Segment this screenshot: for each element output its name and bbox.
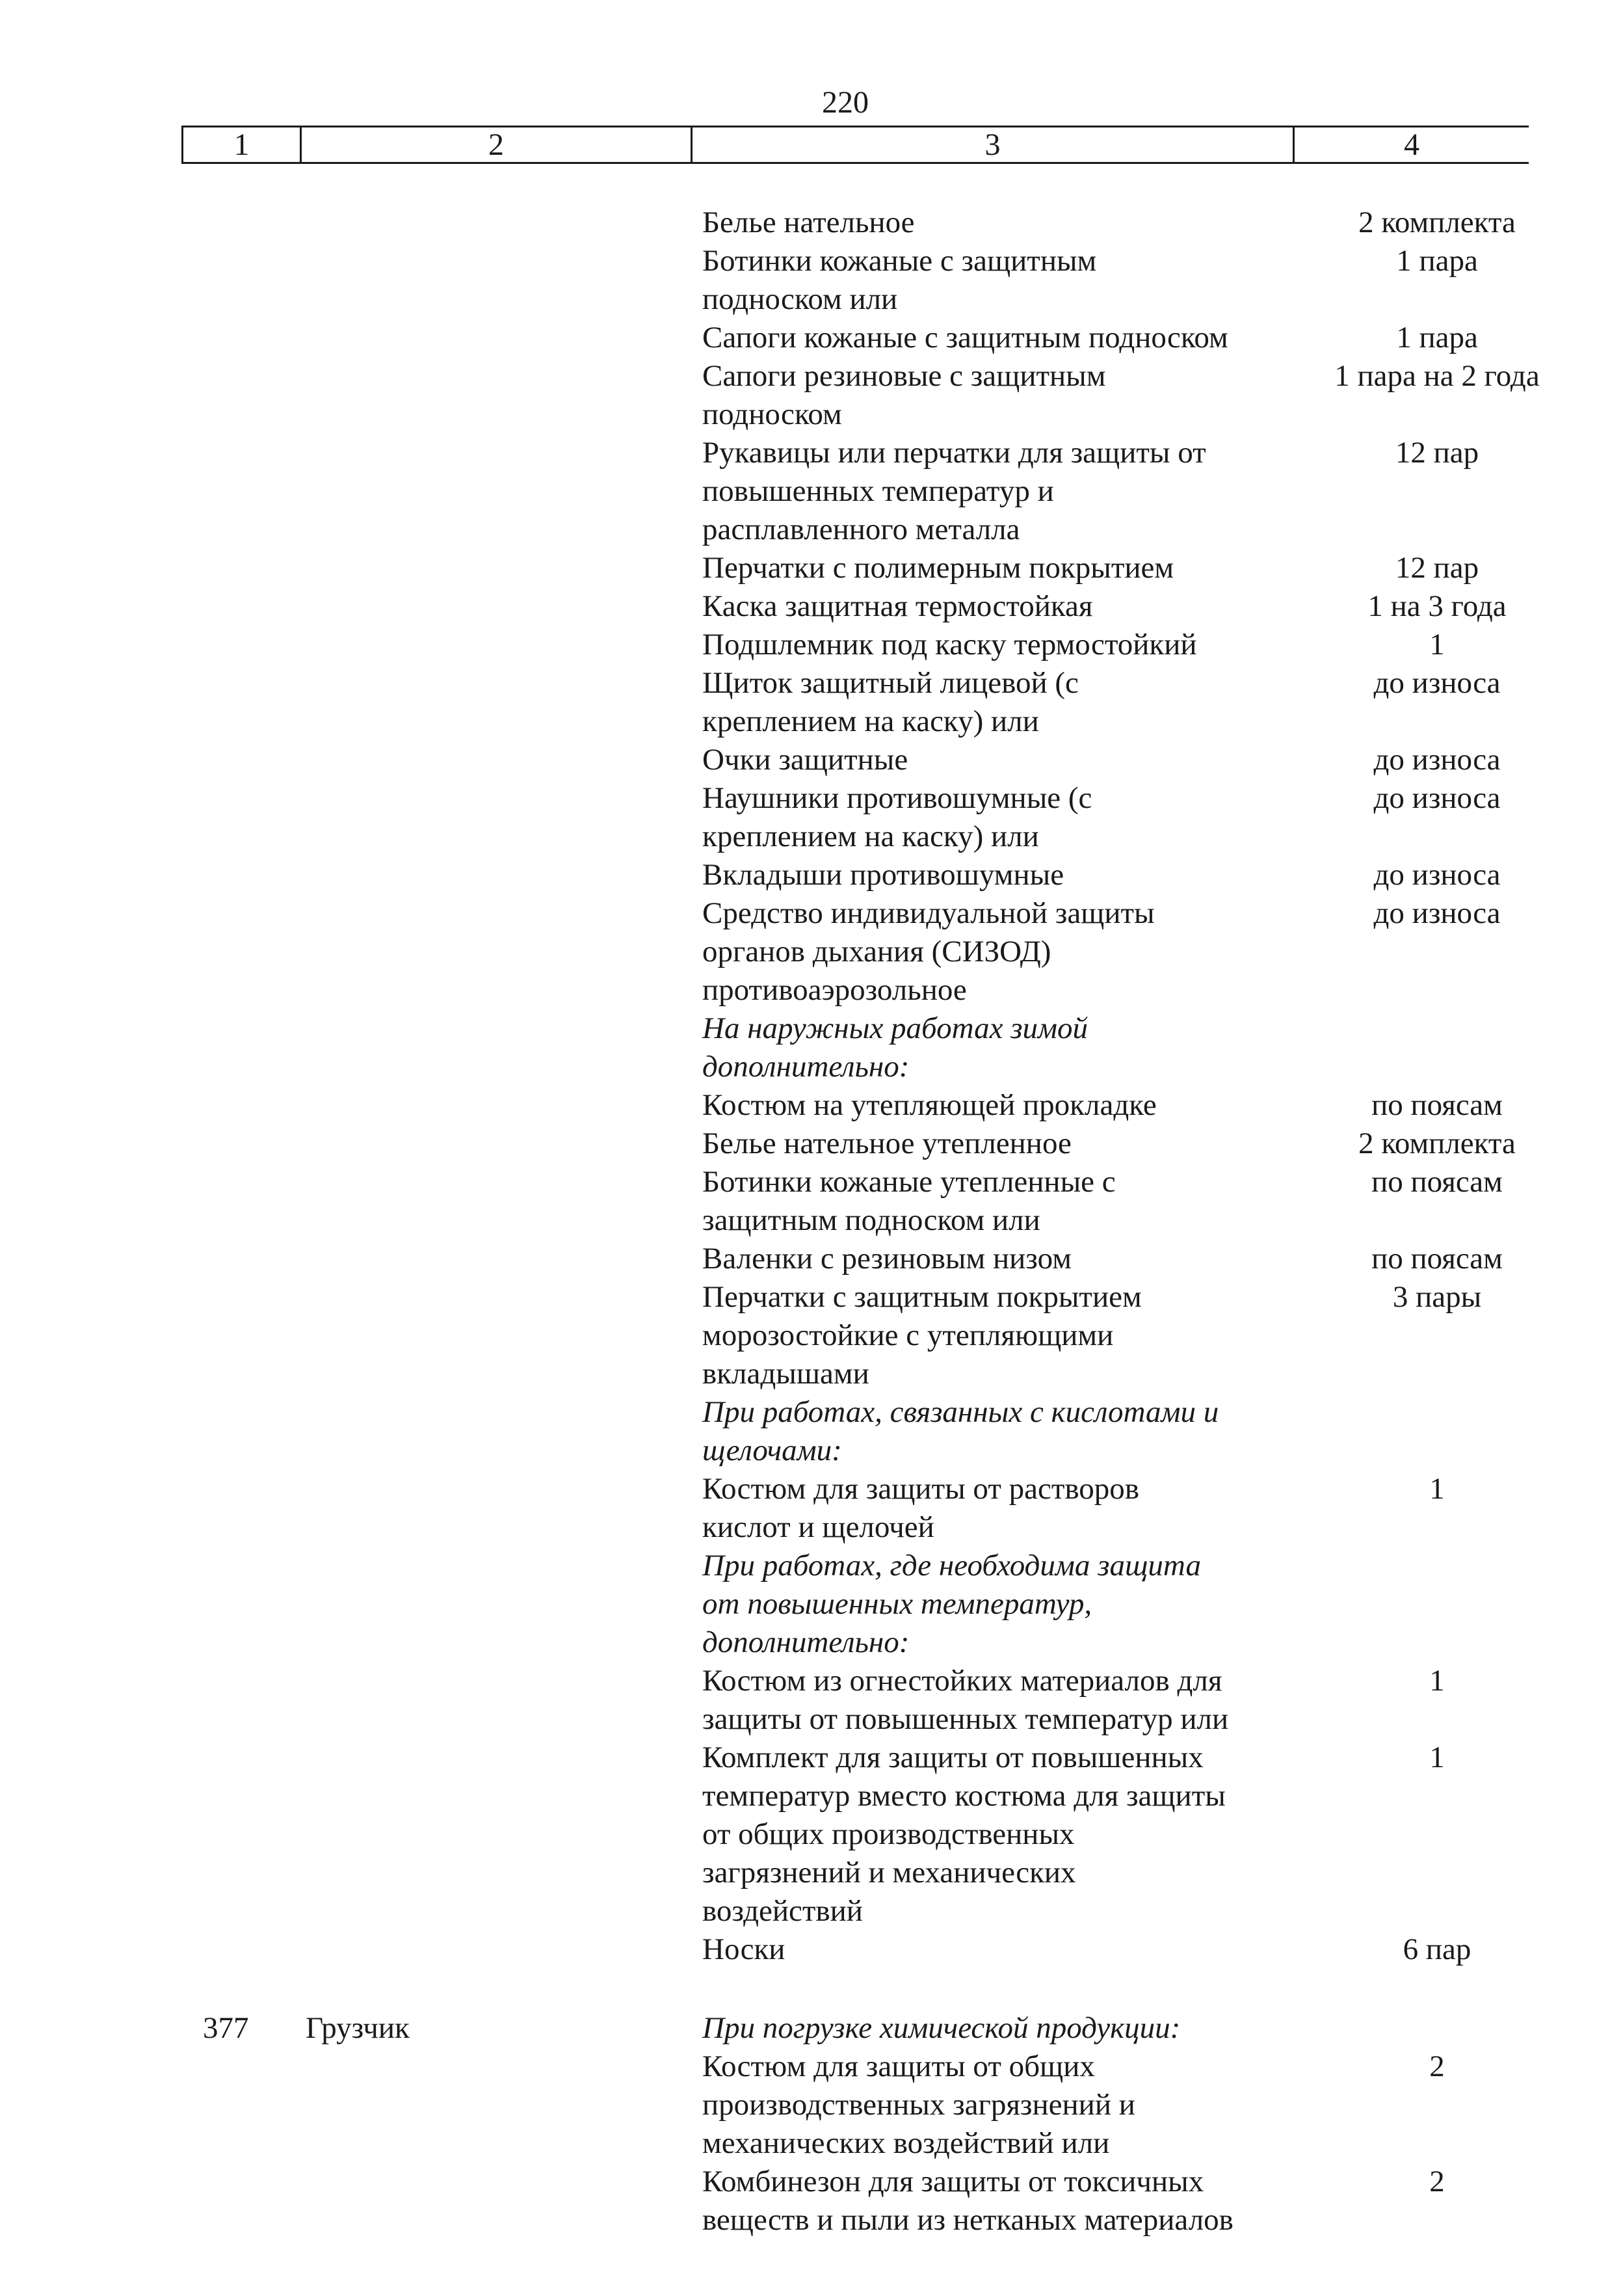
row-item: Ботинки кожаные с защитным — [702, 244, 1097, 278]
table-row — [0, 1930, 1623, 1969]
row-norm: 1 — [1429, 628, 1445, 661]
row-norm: до износа — [1373, 781, 1501, 815]
table-row — [0, 1009, 1623, 1048]
table-row — [0, 856, 1623, 894]
row-norm: 1 — [1429, 1741, 1445, 1774]
table-row — [0, 1623, 1623, 1662]
table-row — [0, 2124, 1623, 2163]
table-row — [0, 1508, 1623, 1547]
table-row — [0, 894, 1623, 933]
table-row — [0, 1815, 1623, 1854]
table-row — [0, 1547, 1623, 1585]
row-condition: На наружных работах зимой — [702, 1011, 1089, 1045]
table-row — [0, 2163, 1623, 2201]
table-row — [0, 1777, 1623, 1815]
row-condition: При работах, где необходима защита — [702, 1549, 1201, 1582]
row-item: температур вместо костюма для защиты — [702, 1779, 1226, 1813]
row-item: Перчатки с защитным покрытием — [702, 1280, 1142, 1314]
row-norm: 1 на 3 года — [1367, 589, 1507, 623]
row-condition: При погрузке химической продукции: — [702, 2011, 1181, 2045]
row-norm: по поясам — [1371, 1165, 1503, 1199]
row-item: морозостойкие с утепляющими — [702, 1318, 1114, 1352]
row-item: от общих производственных — [702, 1817, 1075, 1851]
table-row — [0, 1201, 1623, 1240]
table-row — [0, 741, 1623, 779]
row-norm: 1 пара на 2 года — [1334, 359, 1540, 393]
table-row — [0, 395, 1623, 434]
row-item: воздействий — [702, 1894, 863, 1928]
row-norm: до износа — [1373, 858, 1501, 892]
row-item: Комплект для защиты от повышенных — [702, 1741, 1204, 1774]
table-row — [0, 242, 1623, 280]
row-item: Костюм на утепляющей прокладке — [702, 1088, 1157, 1122]
row-norm: до износа — [1373, 666, 1501, 700]
table-row — [0, 933, 1623, 971]
table-row — [0, 511, 1623, 549]
table-row — [0, 1316, 1623, 1355]
table-row — [0, 626, 1623, 664]
row-item: Костюм из огнестойких материалов для — [702, 1664, 1222, 1698]
row-item: Вкладыши противошумные — [702, 858, 1064, 892]
row-norm: по поясам — [1371, 1242, 1503, 1275]
row-condition: щелочами: — [702, 1434, 842, 1467]
row-item: Рукавицы или перчатки для защиты от — [702, 436, 1206, 470]
table-row — [0, 2048, 1623, 2086]
row-item: механических воздействий или — [702, 2126, 1110, 2160]
table-row — [0, 1700, 1623, 1739]
row-item: Сапоги кожаные с защитным подноском — [702, 321, 1228, 354]
row-norm: 2 — [1429, 2049, 1445, 2083]
table-row — [0, 549, 1623, 587]
table-row — [0, 1163, 1623, 1201]
row-norm: 1 — [1429, 1472, 1445, 1506]
table-row — [0, 1432, 1623, 1470]
row-norm: до износа — [1373, 896, 1501, 930]
row-item: Перчатки с полимерным покрытием — [702, 551, 1174, 585]
table-row — [0, 1892, 1623, 1930]
row-item: Щиток защитный лицевой (с — [702, 666, 1079, 700]
table-row — [0, 1470, 1623, 1508]
table-row — [0, 357, 1623, 395]
table-row — [0, 664, 1623, 702]
row-norm: 6 пар — [1403, 1932, 1471, 1966]
row-item: Подшлемник под каску термостойкий — [702, 628, 1197, 661]
table-row — [0, 434, 1623, 472]
row-item: расплавленного металла — [702, 513, 1020, 546]
row-item: Средство индивидуальной защиты — [702, 896, 1155, 930]
row-item: повышенных температур и — [702, 474, 1054, 508]
table-row — [0, 1585, 1623, 1623]
row-norm: 3 пары — [1392, 1280, 1482, 1314]
header-col-2: 2 — [302, 127, 693, 162]
table-row — [0, 2201, 1623, 2239]
row-item: защиты от повышенных температур или — [702, 1702, 1229, 1736]
row-norm: 1 пара — [1396, 321, 1478, 354]
table-row — [0, 1086, 1623, 1125]
row-norm: 12 пар — [1395, 436, 1479, 470]
table-row — [0, 1048, 1623, 1086]
row-item: Носки — [702, 1932, 785, 1966]
table-row — [0, 1240, 1623, 1278]
table-row — [0, 702, 1623, 741]
table-row — [0, 971, 1623, 1009]
row-item: подноском — [702, 397, 842, 431]
row-norm: 2 комплекта — [1358, 1127, 1516, 1160]
page-number: 220 — [822, 85, 869, 120]
table-row — [0, 204, 1623, 242]
row-item: креплением на каску) или — [702, 820, 1039, 853]
row-item: Валенки с резиновым низом — [702, 1242, 1072, 1275]
row-item: Белье нательное утепленное — [702, 1127, 1072, 1160]
row-item: кислот и щелочей — [702, 1510, 934, 1544]
table-row — [0, 1393, 1623, 1432]
row-item: подноском или — [702, 282, 898, 316]
row-norm: 2 — [1429, 2165, 1445, 2198]
row-item: вкладышами — [702, 1357, 869, 1391]
header-col-1: 1 — [183, 127, 302, 162]
row-item: противоаэрозольное — [702, 973, 967, 1007]
table-row — [0, 779, 1623, 818]
row-condition: от повышенных температур, — [702, 1587, 1092, 1621]
row-item: загрязнений и механических — [702, 1856, 1076, 1889]
row-item: Комбинезон для защиты от токсичных — [702, 2165, 1204, 2198]
row-item: защитным подноском или — [702, 1203, 1040, 1237]
table-row — [0, 319, 1623, 357]
table-row — [0, 1125, 1623, 1163]
table-row — [0, 818, 1623, 856]
table-row — [0, 587, 1623, 626]
row-item: производственных загрязнений и — [702, 2088, 1135, 2122]
table-row — [0, 1355, 1623, 1393]
header-col-3: 3 — [693, 127, 1295, 162]
table-row — [0, 2086, 1623, 2124]
row-norm: по поясам — [1371, 1088, 1503, 1122]
row-item: Костюм для защиты от растворов — [702, 1472, 1139, 1506]
row-item: креплением на каску) или — [702, 704, 1039, 738]
table-row — [0, 1854, 1623, 1892]
row-norm: 1 — [1429, 1664, 1445, 1698]
row-condition: При работах, связанных с кислотами и — [702, 1395, 1219, 1429]
row-item: Костюм для защиты от общих — [702, 2049, 1095, 2083]
table-row — [0, 280, 1623, 319]
table-row — [0, 1278, 1623, 1316]
header-col-4: 4 — [1404, 127, 1419, 162]
row-condition: дополнительно: — [702, 1625, 910, 1659]
row-norm: 12 пар — [1395, 551, 1479, 585]
row-condition: дополнительно: — [702, 1050, 910, 1084]
table-row — [0, 2009, 1623, 2048]
row-item: Наушники противошумные (с — [702, 781, 1092, 815]
row-norm: до износа — [1373, 743, 1501, 777]
row-item: органов дыхания (СИЗОД) — [702, 935, 1051, 968]
row-item: веществ и пыли из нетканых материалов — [702, 2203, 1234, 2237]
row-number: 377 — [203, 2011, 249, 2045]
row-item: Белье нательное — [702, 206, 915, 239]
row-item: Очки защитные — [702, 743, 908, 777]
table-row — [0, 472, 1623, 511]
row-item: Каска защитная термостойкая — [702, 589, 1093, 623]
table-row — [0, 1739, 1623, 1777]
row-norm: 1 пара — [1396, 244, 1478, 278]
row-item: Ботинки кожаные утепленные с — [702, 1165, 1116, 1199]
row-profession: Грузчик — [306, 2011, 410, 2045]
row-norm: 2 комплекта — [1358, 206, 1516, 239]
row-item: Сапоги резиновые с защитным — [702, 359, 1106, 393]
table-row — [0, 1662, 1623, 1700]
